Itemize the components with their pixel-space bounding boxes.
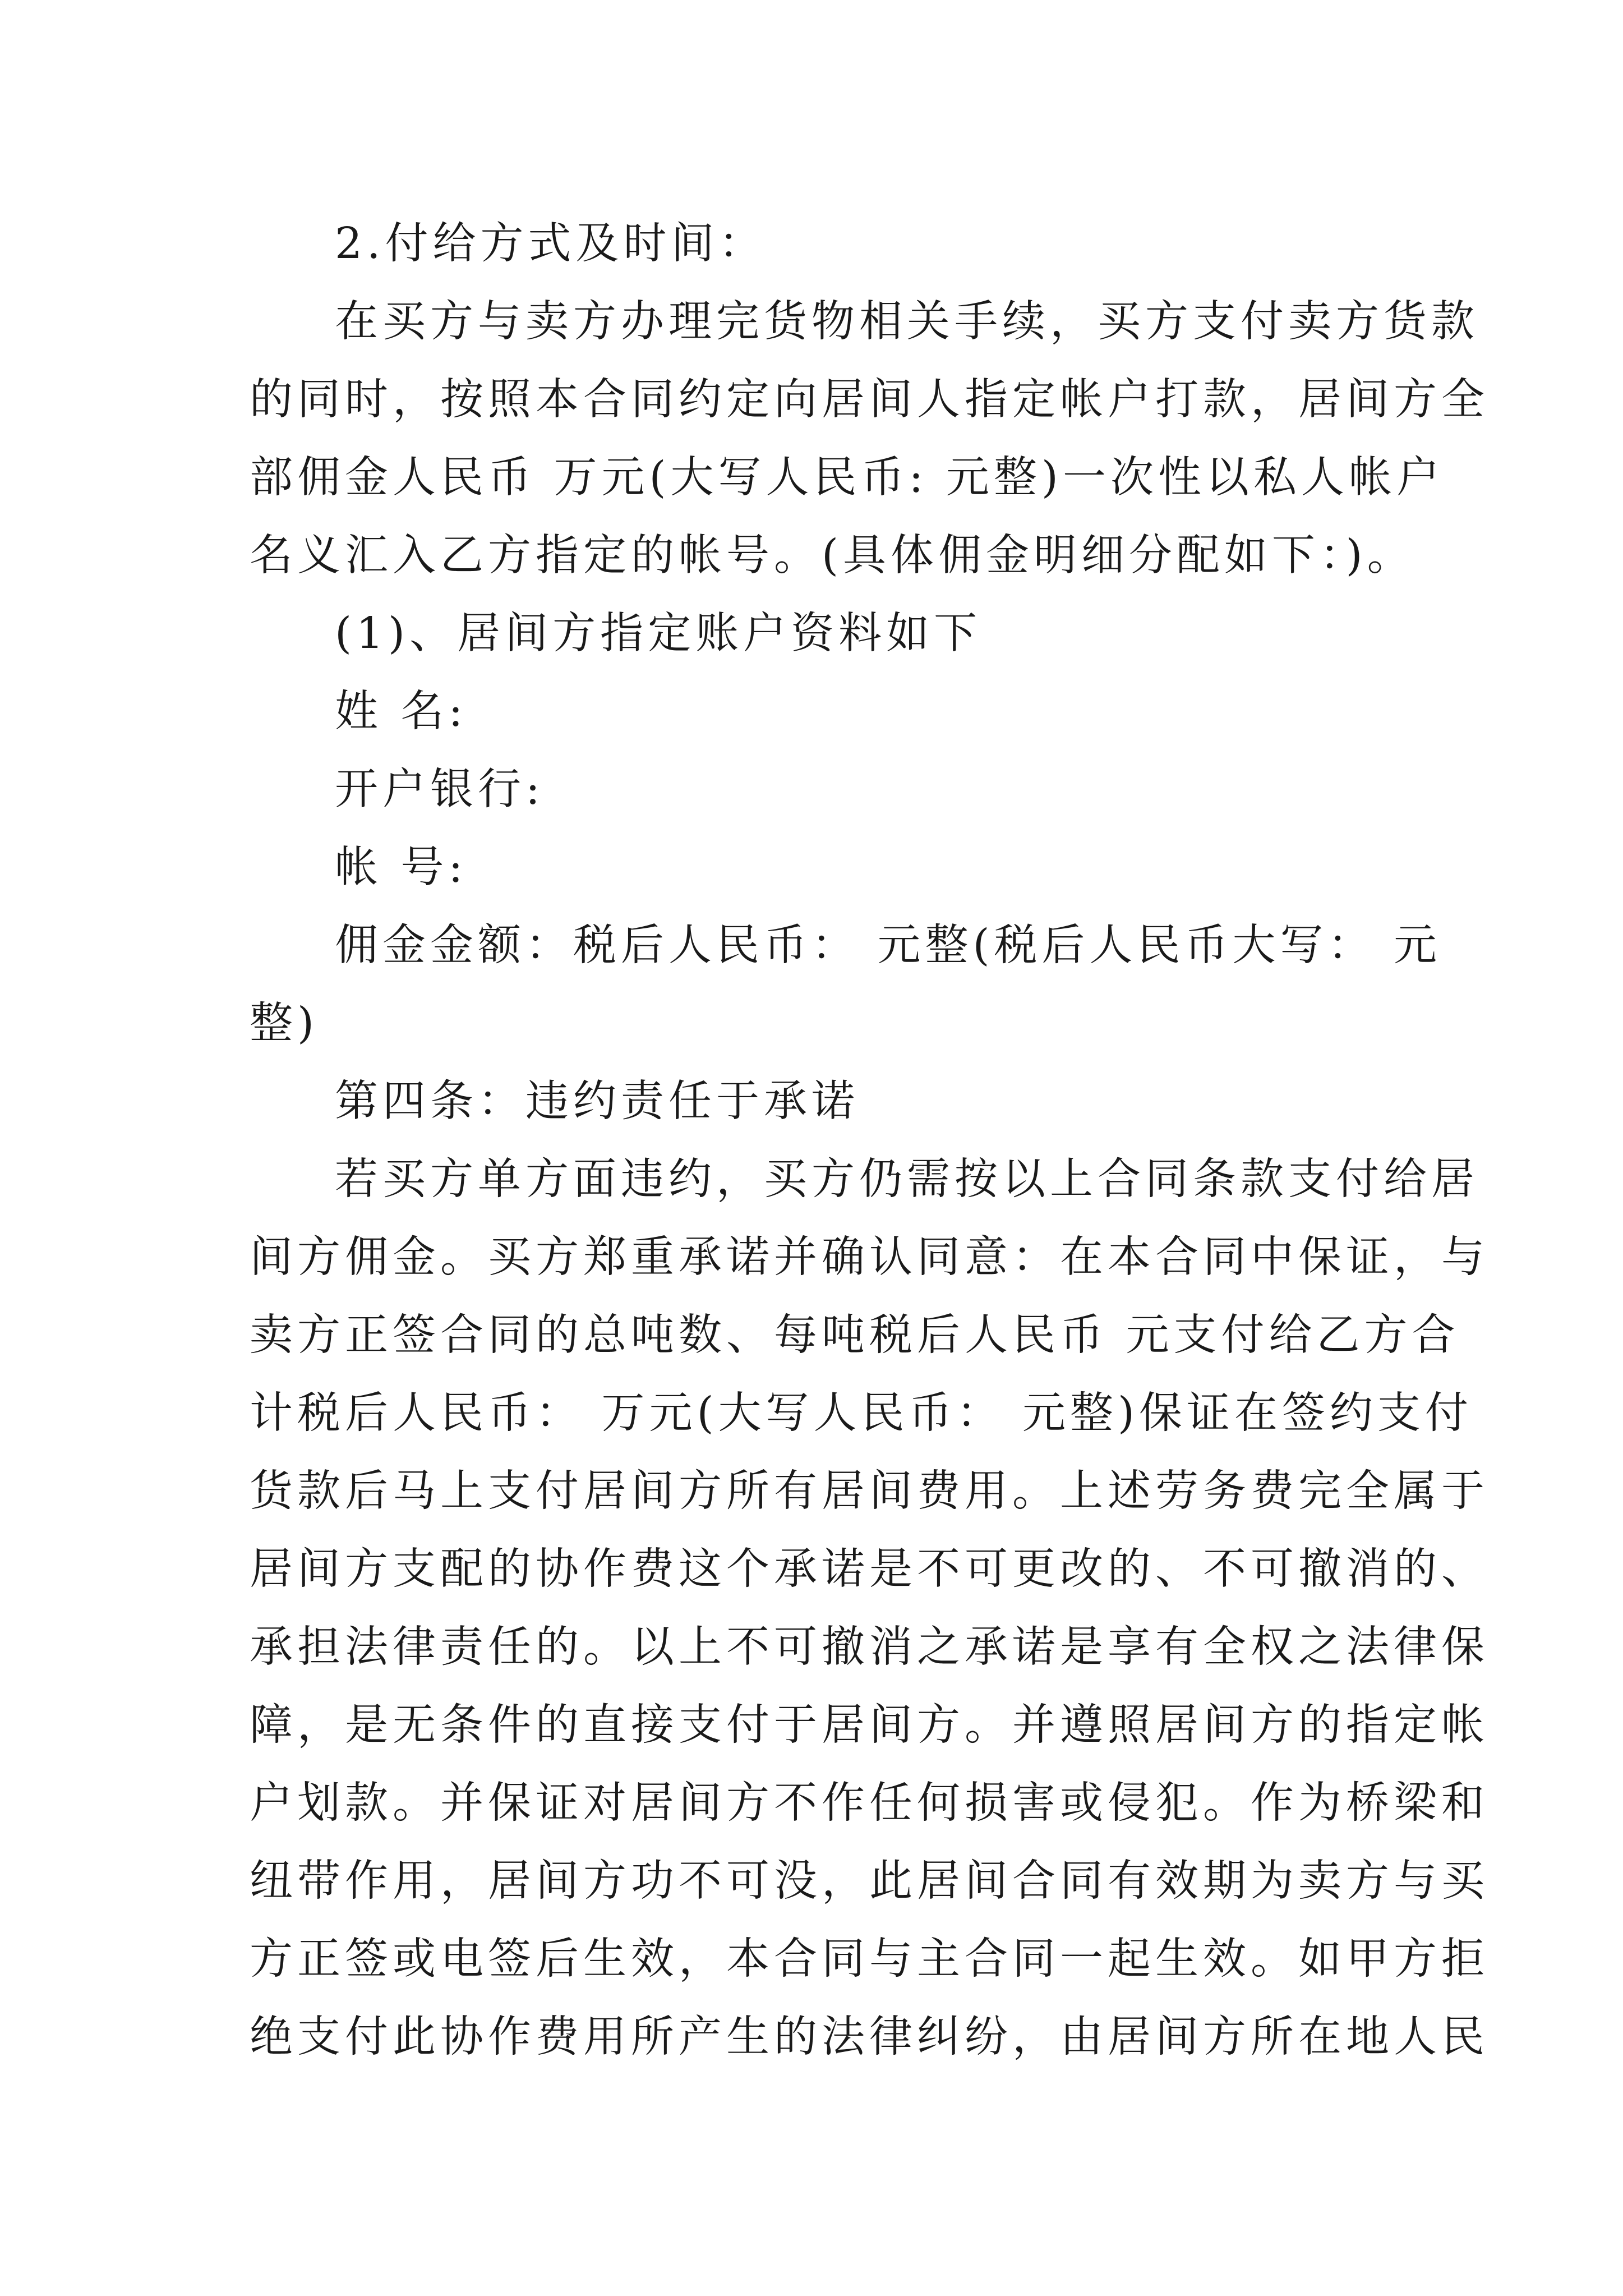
article-four-line-8: 障，是无条件的直接支付于居间方。并遵照居间方的指定帐 bbox=[250, 1700, 1489, 1750]
article-four-line-11: 方正签或电签后生效，本合同与主合同一起生效。如甲方拒 bbox=[250, 1934, 1489, 1984]
article-four-paragraph bbox=[250, 1140, 1489, 2076]
article-four-line-4: 计税后人民币： 万元(大写人民币： 元整)保证在签约支付 bbox=[250, 1388, 1473, 1438]
account-bank-label: 开户银行: bbox=[335, 765, 545, 815]
payment-line-3: 部佣金人民币 万元(大写人民币: 元整)一次性以私人帐户 bbox=[250, 453, 1444, 503]
account-number-label: 帐 号: bbox=[335, 843, 468, 892]
article-four-heading: 第四条：违约责任于承诺 bbox=[335, 1076, 859, 1126]
article-four-line-5: 货款后马上支付居间方所有居间费用。上述劳务费完全属于 bbox=[250, 1466, 1489, 1516]
article-four-line-12: 绝支付此协作费用所产生的法律纠纷，由居间方所在地人民 bbox=[250, 2012, 1489, 2062]
article-four-line-9: 户划款。并保证对居间方不作任何损害或侵犯。作为桥梁和 bbox=[250, 1778, 1489, 1828]
article-four-line-3: 卖方正签合同的总吨数、每吨税后人民币 元支付给乙方合 bbox=[250, 1310, 1460, 1360]
article-four-line-10: 纽带作用，居间方功不可没，此居间合同有效期为卖方与买 bbox=[250, 1856, 1489, 1906]
account-name-label: 姓 名: bbox=[335, 687, 468, 737]
document-body bbox=[250, 205, 1489, 2076]
commission-amount-paragraph bbox=[250, 907, 1441, 1062]
article-four-line-7: 承担法律责任的。以上不可撤消之承诺是享有全权之法律保 bbox=[250, 1622, 1489, 1672]
article-four-line-6: 居间方支配的协作费这个承诺是不可更改的、不可撤消的、 bbox=[250, 1544, 1489, 1594]
payment-line-1: 在买方与卖方办理完货物相关手续，买方支付卖方货款 bbox=[335, 297, 1479, 347]
account-info-heading: (1)、居间方指定账户资料如下 bbox=[335, 609, 982, 659]
commission-line-2: 整) bbox=[250, 999, 319, 1048]
commission-line-1: 佣金金额：税后人民币： 元整(税后人民币大写： 元 bbox=[335, 921, 1441, 970]
payment-paragraph bbox=[250, 283, 1489, 595]
payment-line-2: 的同时，按照本合同约定向居间人指定帐户打款，居间方全 bbox=[250, 375, 1489, 425]
payment-method-heading: 2.付给方式及时间： bbox=[335, 219, 767, 269]
article-four-line-1: 若买方单方面违约，买方仍需按以上合同条款支付给居 bbox=[335, 1154, 1479, 1204]
article-four-line-2: 间方佣金。买方郑重承诺并确认同意：在本合同中保证，与 bbox=[250, 1232, 1489, 1282]
payment-line-4: 名义汇入乙方指定的帐号。(具体佣金明细分配如下：)。 bbox=[250, 531, 1415, 581]
